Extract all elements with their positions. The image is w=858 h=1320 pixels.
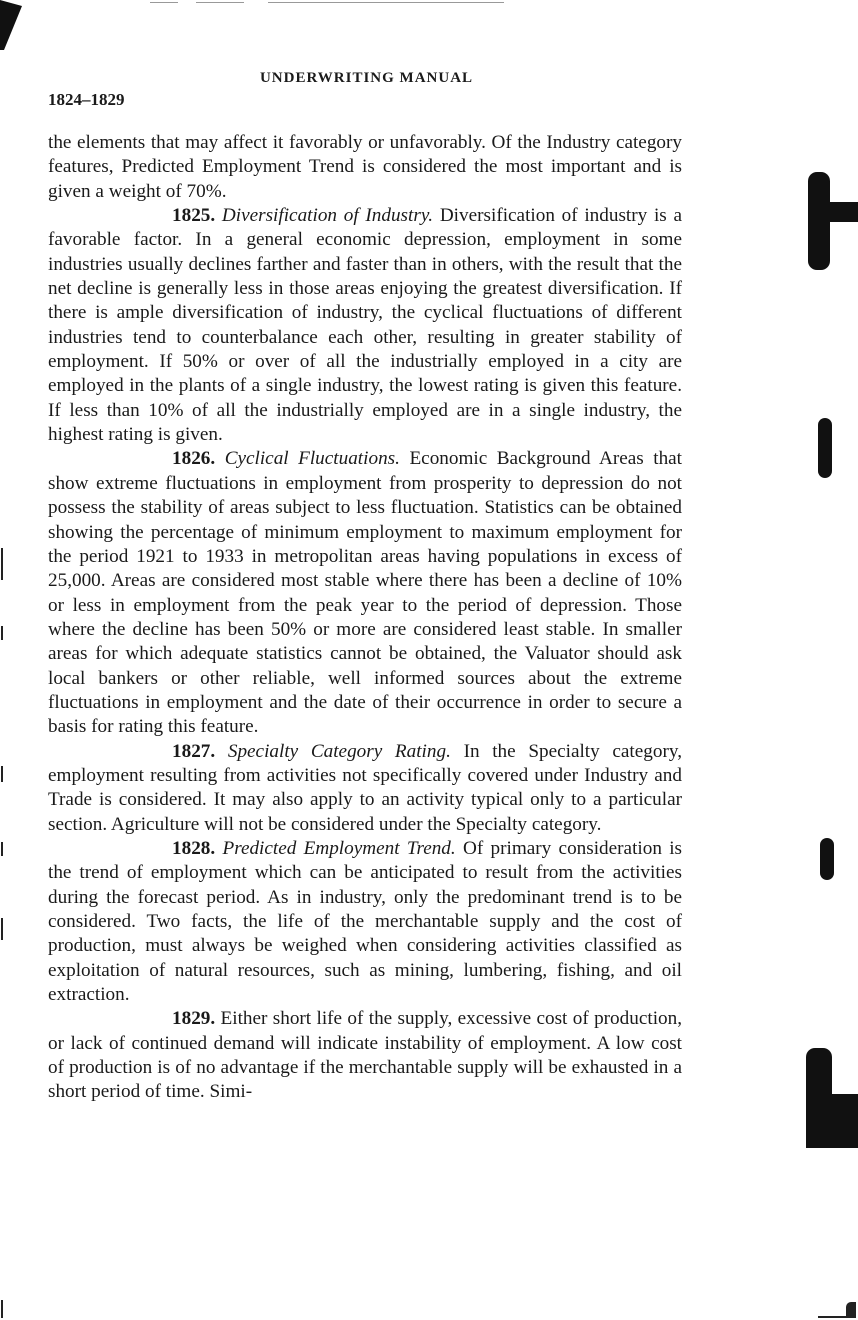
page-corner-mark	[0, 0, 24, 52]
body-text	[48, 131, 682, 1105]
top-edge-rule	[268, 2, 504, 3]
section-title: Predicted Employment Trend.	[222, 837, 456, 859]
section-number: 1825.	[172, 205, 216, 227]
section-body: Either short life of the supply, excessive cost of production, or lack of continued demand will indicate instability of employment. A low cost of production is of no advantage if the merchantable supply will be exhausted in a short period of time. Simi-	[48, 1008, 683, 1103]
continuation-paragraph: the elements that may affect it favorably or unfavorably. Of the Industry category features, Predicted Employment Trend is considered the most important and is given a weight of 70%.	[48, 132, 682, 202]
section-paragraph-1826	[48, 447, 682, 739]
margin-tick-mark	[1, 626, 3, 640]
section-paragraph-1829	[48, 1007, 682, 1104]
section-range: 1824–1829	[48, 90, 125, 109]
section-number: 1828.	[172, 837, 216, 859]
margin-tick-mark	[1, 918, 3, 940]
section-title: Diversification of Industry.	[221, 205, 434, 227]
margin-tick-mark	[1, 548, 3, 580]
top-edge-rule	[196, 2, 244, 3]
section-title: Cyclical Fluctuations.	[224, 448, 400, 470]
section-body: Diversification of industry is a favorable factor. In a general economic depression, employment in some industries usually declines farther and faster than in others, with the result that the net decline is generally less in those areas enjoying the greatest diversification. If there is ample diversification of industry, the cyclical fluctuations of different industries tend to counterbalance each other, resulting in greater stability of employment. If 50% or over of all the industrially employed in a city are employed in the plants of a single industry, the lowest rating is given this feature. If less than 10% of all the industrially employed are in a single industry, the highest rating is given.	[48, 205, 683, 446]
section-body: In the Specialty category, employment resulting from activities not specifically covered under Industry and Trade is considered. It may also apply to an activity typical only to a particular section. Agriculture will not be considered under the Specialty category.	[48, 740, 682, 835]
section-title: Specialty Category Rating.	[227, 740, 451, 762]
section-paragraph-1828	[48, 837, 682, 1007]
binding-hole-mark	[818, 418, 832, 478]
top-edge-rule	[150, 2, 178, 3]
bottom-corner-mark	[846, 1302, 856, 1318]
running-header-title: UNDERWRITING MANUAL	[259, 70, 474, 86]
section-paragraph-1827	[48, 740, 682, 837]
margin-tick-mark	[1, 1300, 3, 1318]
binding-hole-mark	[820, 838, 834, 880]
section-number: 1826.	[172, 448, 216, 470]
section-number: 1829.	[172, 1008, 216, 1030]
binding-hole-mark	[806, 1094, 858, 1148]
section-body: Economic Background Areas that show extreme fluctuations in employment from prosperity to depression do not possess the stability of areas subject to less fluctuation. Statistics can be obtained showing the percentage of minimum employment to maximum employment for the period 1921 to 1933 in metropolitan areas having populations in excess of 25,000. Areas are considered most stable where there has been a decline of 10% or less in employment from the peak year to the period of depression. Those where the decline has been 50% or more are considered least stable. In smaller areas for which adequate statistics cannot be obtained, the Valuator should ask local bankers or other reliable, well informed sources about the extreme fluctuations in employment and the date of their occurrence in order to secure a basis for rating this feature.	[48, 448, 683, 738]
section-number: 1827.	[172, 740, 216, 762]
binding-hole-mark	[826, 202, 858, 222]
section-paragraph-1825	[48, 204, 682, 447]
section-body: Of primary consideration is the trend of employment which can be anticipated to result from the activities during the forecast period. As in industry, only the predominant trend is to be considered. Two facts, the life of the merchantable supply and the cost of production, must always be weighed when considering activities classified as exploitation of natural resources, such as mining, lumbering, fishing, and oil extraction.	[48, 837, 683, 1006]
margin-tick-mark	[1, 766, 3, 782]
margin-tick-mark	[1, 842, 3, 856]
